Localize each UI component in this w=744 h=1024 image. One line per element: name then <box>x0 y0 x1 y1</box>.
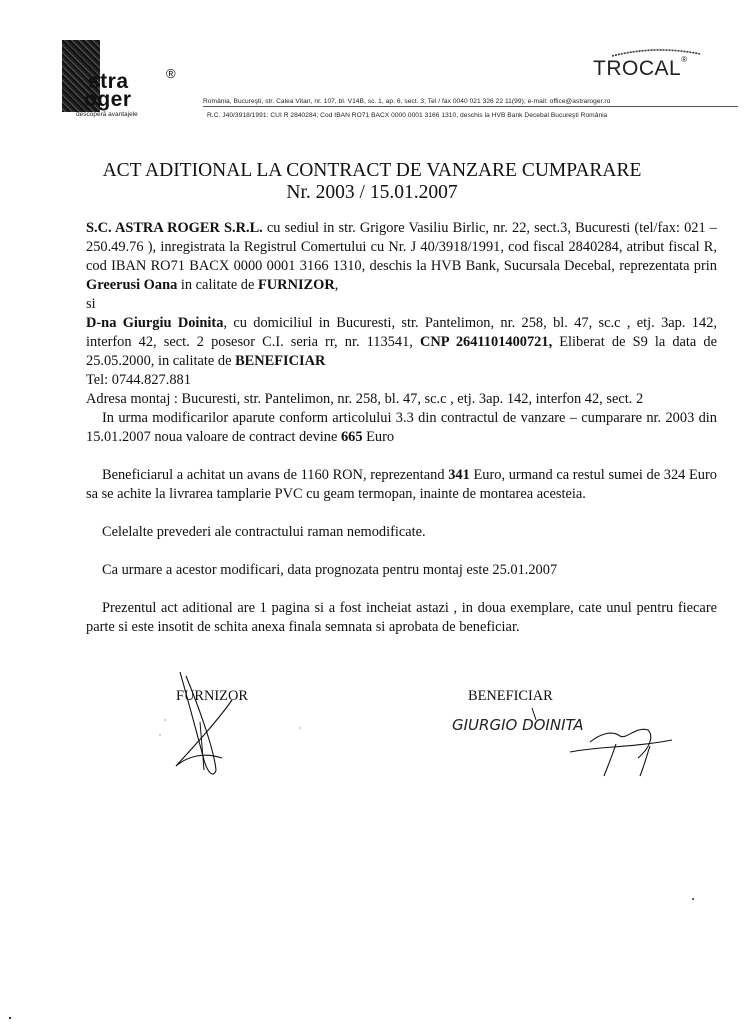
advance-payment-text: Beneficiarul a achitat un avans de 1160 RON, reprezentand <box>102 467 449 483</box>
logo-word-oger: oger <box>84 88 132 111</box>
beneficiar-issue-details: Eliberat de S9 la data de 25.05.2000, in calitate de <box>86 334 717 369</box>
furnizor-name: S.C. ASTRA ROGER S.R.L. <box>86 220 263 236</box>
trocal-brand <box>593 57 688 81</box>
furnizor-representative: Greerusi Oana <box>86 277 178 293</box>
furnizor-end-punct: , <box>334 277 339 293</box>
contract-value-currency: Euro <box>362 429 395 445</box>
document-body <box>86 219 717 637</box>
letterhead-address: România, Bucureşti, str. Calea Vitan, nr. 107, bl. V14B, sc. 1, ap. 6, sect. 3; Tel / fax 0040 021 326 22 11(99); e-mail: office@astraroger.ro <box>203 98 738 107</box>
advance-payment-remainder: Euro, urmand ca restul sumei de 324 Euro sa se achite la livrarea tamplarie PVC cu geam termopan, inainte de montarea acesteia. <box>86 467 717 502</box>
contract-value-amount: 665 <box>340 429 363 445</box>
final-clause-paragraph: Prezentul act aditional are 1 pagina si a fost incheiat astazi , in doua exemplare, cate unul pentru fiecare parte si este insotit de schita anexa finala semnata si aprobata de beneficiar. <box>86 600 717 635</box>
beneficiar-details: , cu domiciliul in Bucuresti, str. Pantelimon, nr. 258, bl. 47, sc.c , etj. 3ap. 142, interfon 42, sect. 2 posesor C.I. seria rr, nr. 113541, <box>86 315 717 350</box>
title-line-1: ACT ADITIONAL LA CONTRACT DE VANZARE CUMPARARE <box>102 160 642 181</box>
logo-word-stra: stra <box>88 70 129 93</box>
furnizor-details: cu sediul in str. Grigore Vasiliu Birlic, nr. 22, sect.3, Bucuresti (tel/fax: 021 – 250.49.76 ), inregistrata la Registrul Comertului cu Nr. J 40/3918/1991, cod fiscal 2840284, atribut fiscal R, cod IBAN RO71 BACX 0000 0001 3166 1310, deschis la HVB Bank, Sucursala Decebal, reprezentata prin <box>86 220 717 274</box>
beneficiar-signature <box>440 700 680 780</box>
contract-value-text: In urma modificarilor aparute conform articolului 3.3 din contractul de vanzare – cumparare nr. 2003 din 15.01.2007 noua valoare de contract devine <box>86 410 717 445</box>
document-title <box>0 160 744 204</box>
astra-roger-logo <box>62 40 202 120</box>
beneficiar-cnp: CNP 2641101400721, <box>419 334 553 350</box>
trocal-brand-name: TROCAL <box>593 57 682 80</box>
advance-payment-paragraph <box>86 466 717 504</box>
installation-address: Adresa montaj : Bucuresti, str. Pantelimon, nr. 258, bl. 47, sc.c , etj. 3ap. 142, interfon 42, sect. 2 <box>86 391 644 407</box>
furnizor-quality-text: in calitate de <box>177 277 258 293</box>
installation-date-paragraph: Ca urmare a acestor modificari, data prognozata pentru montaj este 25.01.2007 <box>102 562 558 578</box>
furnizor-role: FURNIZOR <box>258 277 335 293</box>
beneficiar-signature-label: BENEFICIAR <box>468 688 553 704</box>
other-provisions-paragraph: Celelalte prevederi ale contractului raman nemodificate. <box>102 524 426 540</box>
trocal-registered-mark: ® <box>681 55 688 64</box>
furnizor-paragraph <box>86 219 717 295</box>
beneficiar-role: BENEFICIAR <box>235 353 326 369</box>
beneficiar-handwritten-name: GIURGIO DOINITA <box>452 716 584 734</box>
title-line-2: Nr. 2003 / 15.01.2007 <box>286 182 458 203</box>
trocal-swoosh-decoration <box>610 47 702 57</box>
contract-value-paragraph <box>86 409 717 447</box>
beneficiar-phone: Tel: 0744.827.881 <box>86 372 191 388</box>
furnizor-signature <box>170 670 250 780</box>
registered-mark: ® <box>166 66 176 81</box>
furnizor-signature-label: FURNIZOR <box>176 688 248 704</box>
letterhead-registration: R.C. J40/3918/1991: CUI R 2840284; Cod IBAN RO71 BACX 0000 0001 3166 1310, deschis la HVB Bank Decebal Bucureşti România <box>207 112 608 119</box>
logo-tagline: descoperă avantajele <box>76 111 138 118</box>
beneficiar-paragraph <box>86 314 717 371</box>
beneficiar-name: D-na Giurgiu Doinita <box>86 315 224 331</box>
advance-payment-amount: 341 <box>448 467 470 483</box>
conjunction: si <box>86 296 96 312</box>
